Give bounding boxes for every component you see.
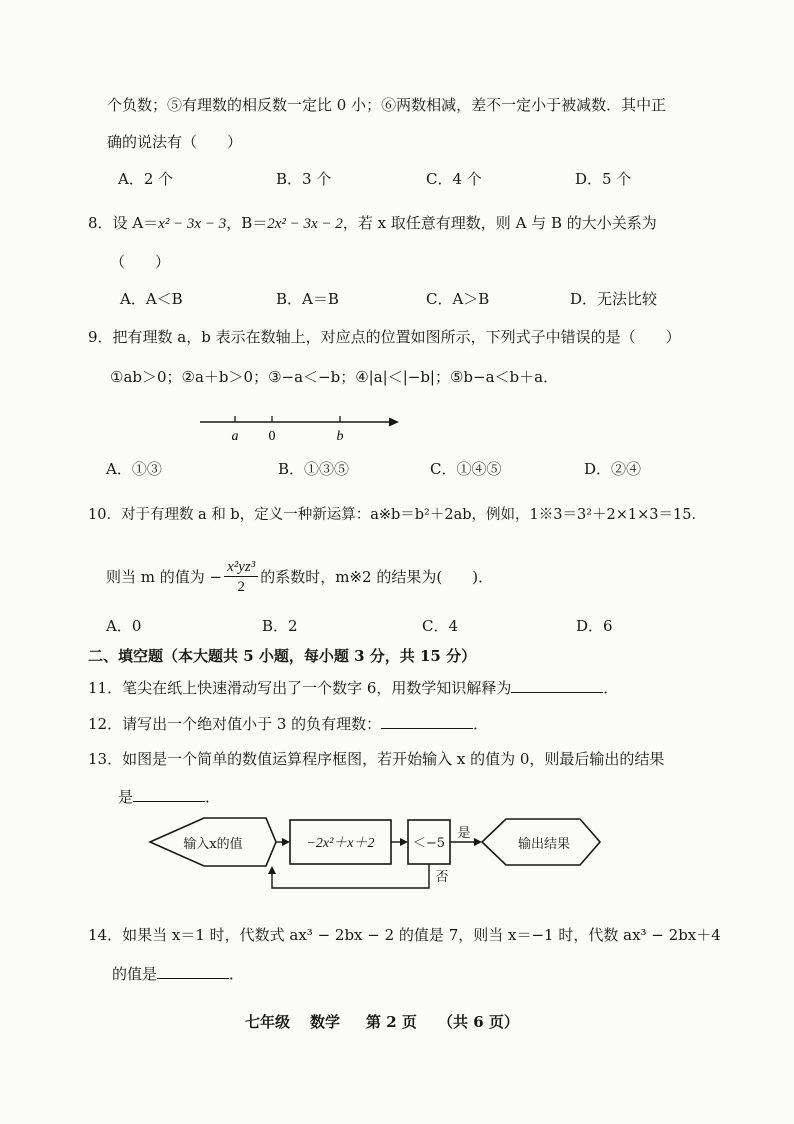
label-a: a bbox=[231, 429, 239, 444]
q9-stem: 9．把有理数 a，b 表示在数轴上，对应点的位置如图所示，下列式子中错误的是（ ） bbox=[88, 328, 681, 346]
q7-option-a: A．2 个 bbox=[118, 170, 174, 188]
q8-text-a: 设 A＝ bbox=[112, 214, 159, 232]
q9-statements: ①ab＞0；②a＋b＞0；③−a＜−b；④|a|＜|−b|；⑤b−a＜b＋a． bbox=[110, 368, 559, 386]
q11-answer-blank[interactable] bbox=[511, 678, 603, 693]
q14-line2 bbox=[112, 963, 244, 985]
q14-answer-blank[interactable] bbox=[157, 964, 229, 979]
footer-total: （共 6 页） bbox=[438, 1013, 519, 1031]
q13-line2-text: 是 bbox=[118, 788, 134, 806]
q14-line2-text: 的值是 bbox=[112, 965, 158, 983]
q12-text: 12．请写出一个绝对值小于 3 的负有理数： bbox=[88, 715, 382, 733]
footer-page: 第 2 页 bbox=[366, 1013, 417, 1031]
q8-expr-b: 2x² − 3x − 2 bbox=[267, 216, 343, 232]
q10-line2 bbox=[106, 552, 493, 602]
q8-paren: （ ） bbox=[110, 253, 171, 271]
q13-line2 bbox=[118, 786, 220, 808]
flow-loop-back bbox=[272, 864, 429, 888]
label-b: b bbox=[336, 429, 344, 444]
q8-number: 8． bbox=[88, 214, 113, 232]
q8-text-b: ，B＝ bbox=[226, 214, 268, 232]
label-zero: 0 bbox=[268, 429, 276, 444]
q9-number-line bbox=[195, 408, 405, 448]
q8-option-c: C．A＞B bbox=[426, 290, 490, 308]
flow-no-label: 否 bbox=[435, 870, 449, 885]
q11-text: 11．笔尖在纸上快速滑动写出了一个数字 6，用数学知识解释为 bbox=[88, 679, 512, 697]
q12-answer-blank[interactable] bbox=[381, 714, 473, 729]
flow-output-text: 输出结果 bbox=[517, 837, 570, 852]
q8-text-c: ，若 x 取任意有理数，则 A 与 B 的大小关系为 bbox=[342, 214, 657, 232]
flow-condition-text: ＜−5 bbox=[412, 836, 446, 851]
q9-option-c: C．①④⑤ bbox=[430, 460, 502, 478]
q10-option-c: C．4 bbox=[422, 617, 459, 635]
q10-option-d: D．6 bbox=[576, 617, 613, 635]
q14-end: ． bbox=[229, 965, 245, 983]
flow-arrowhead-1 bbox=[282, 838, 290, 846]
q9-option-d: D．②④ bbox=[584, 460, 642, 478]
q10-line1: 10．对于有理数 a 和 b，定义一种新运算：a※b＝b²＋2ab，例如，1※3＝3²＋2×1×3＝15． bbox=[88, 507, 706, 523]
q13-answer-blank[interactable] bbox=[133, 787, 205, 802]
q7-option-c: C．4 个 bbox=[426, 170, 482, 188]
q11-end: ． bbox=[603, 679, 619, 697]
q10-frac-denominator: 2 bbox=[237, 578, 245, 595]
number-line-arrow bbox=[389, 418, 399, 427]
flow-arrowhead-loop bbox=[268, 866, 276, 874]
q7-line2: 确的说法有（ ） bbox=[107, 133, 243, 151]
q8-option-b: B．A＝B bbox=[276, 290, 339, 308]
footer-subject: 数学 bbox=[310, 1013, 341, 1031]
q10-line2-pre: 则当 m 的值为 − bbox=[106, 568, 223, 586]
q10-fraction bbox=[224, 558, 258, 597]
q8-line1 bbox=[88, 212, 657, 235]
flow-yes-label: 是 bbox=[457, 826, 471, 841]
flow-input-text: 输入x的值 bbox=[183, 837, 243, 852]
q7-line1: 个负数；⑤有理数的相反数一定比 0 小；⑥两数相减，差不一定小于被减数．其中正 bbox=[107, 96, 667, 114]
q7-option-d: D．5 个 bbox=[575, 170, 632, 188]
q8-option-a: A．A＜B bbox=[120, 290, 183, 308]
footer-grade: 七年级 bbox=[245, 1013, 291, 1031]
q9-option-b: B．①③⑤ bbox=[278, 460, 350, 478]
flow-arrowhead-yes bbox=[474, 838, 482, 846]
q13-end: ． bbox=[205, 788, 221, 806]
flow-process-text: −2x²＋x＋2 bbox=[306, 836, 375, 851]
flow-arrowhead-2 bbox=[400, 838, 408, 846]
q9-option-a: A．①③ bbox=[106, 460, 162, 478]
q10-line2-post: 的系数时，m※2 的结果为( )． bbox=[260, 568, 494, 586]
q10-option-a: A．0 bbox=[106, 617, 142, 635]
q11-line bbox=[88, 677, 618, 699]
q10-frac-numerator: x²yz³ bbox=[224, 558, 258, 577]
q12-line bbox=[88, 713, 488, 735]
q8-option-d: D．无法比较 bbox=[570, 290, 658, 308]
q8-expr-a: x² − 3x − 3 bbox=[158, 216, 227, 232]
q10-option-b: B．2 bbox=[262, 617, 298, 635]
q13-flowchart bbox=[148, 812, 608, 896]
q14-line1: 14．如果当 x＝1 时，代数式 ax³ − 2bx − 2 的值是 7，则当 x＝−1 时，代数 ax³ − 2bx＋4 bbox=[88, 926, 721, 944]
q7-option-b: B．3 个 bbox=[276, 170, 332, 188]
q12-end: ． bbox=[473, 715, 489, 733]
q13-line1: 13．如图是一个简单的数值运算程序框图，若开始输入 x 的值为 0，则最后输出的结果 bbox=[88, 750, 665, 768]
section2-title: 二、填空题（本大题共 5 小题，每小题 3 分，共 15 分） bbox=[88, 647, 477, 665]
